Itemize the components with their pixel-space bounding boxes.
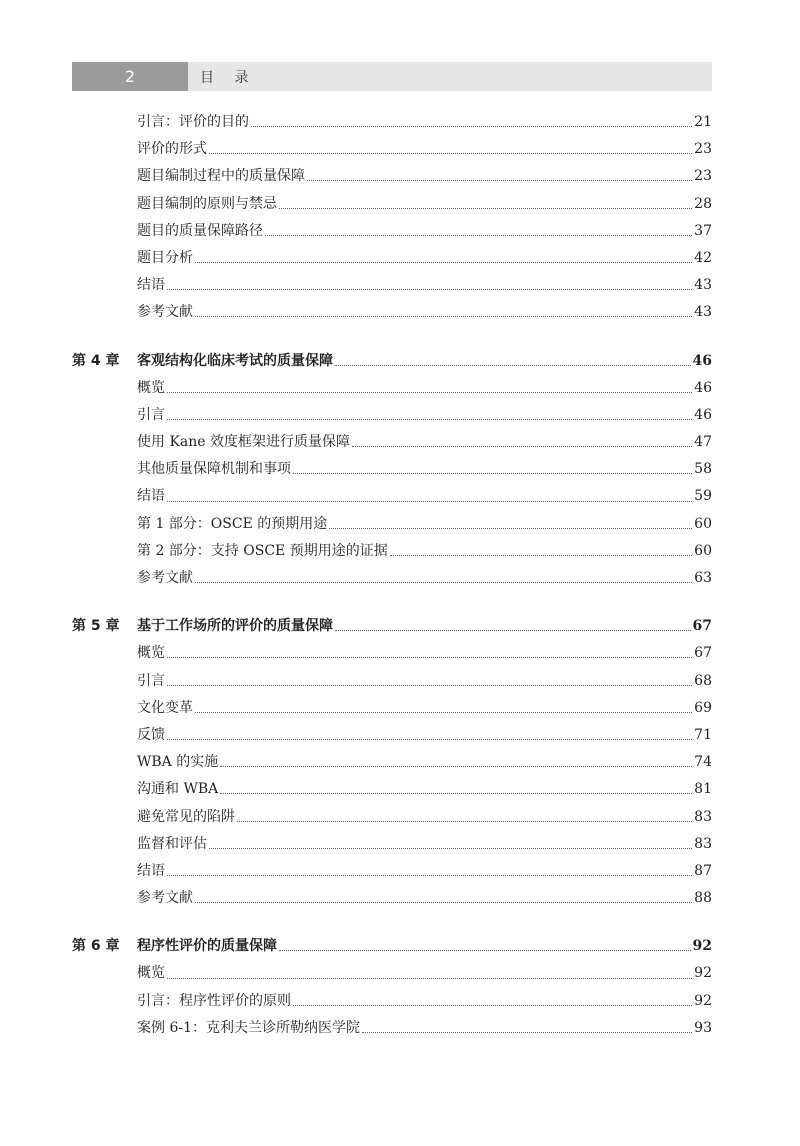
dot-leader: [167, 739, 692, 740]
toc-entry-row[interactable]: [72, 640, 712, 667]
toc-entry-row[interactable]: [72, 565, 712, 592]
entry-page: 58: [694, 461, 712, 478]
dot-leader: [195, 316, 692, 317]
entry-title: WBA 的实施: [137, 754, 219, 771]
toc-entry-row[interactable]: [72, 109, 712, 136]
entry-title: 使用 Kane 效度框架进行质量保障: [137, 434, 351, 451]
toc-entry-row[interactable]: [72, 776, 712, 803]
entry-page: 28: [694, 195, 712, 212]
dot-leader: [195, 902, 692, 903]
dot-leader: [167, 685, 692, 686]
entry-page: 43: [694, 304, 712, 321]
chapter-page: 46: [692, 352, 712, 369]
running-header: [72, 62, 712, 91]
chapter-page: 92: [692, 938, 712, 955]
header-title: 目 录: [200, 69, 257, 86]
entry-page: 87: [694, 862, 712, 879]
entry-title: 题目分析: [137, 249, 193, 266]
dot-leader: [329, 528, 692, 529]
entry-page: 46: [694, 379, 712, 396]
entry-page: 81: [694, 781, 712, 798]
entry-title: 引言: [137, 672, 165, 689]
entry-page: 93: [694, 1019, 712, 1036]
entry-title: 反馈: [137, 726, 165, 743]
toc-entry-row[interactable]: [72, 885, 712, 912]
entry-page: 60: [694, 515, 712, 532]
entry-page: 68: [694, 672, 712, 689]
dot-leader: [293, 473, 692, 474]
entry-title: 避免常见的陷阱: [137, 808, 235, 825]
toc-entry-row[interactable]: [72, 988, 712, 1015]
toc-entry-row[interactable]: [72, 483, 712, 510]
dot-leader: [195, 262, 692, 263]
dot-leader: [167, 392, 692, 393]
toc-entry-row[interactable]: [72, 136, 712, 163]
chapter-title: 基于工作场所的评价的质量保障: [137, 618, 333, 635]
entry-title: 概览: [137, 379, 165, 396]
entry-title: 其他质量保障机制和事项: [137, 461, 291, 478]
dot-leader: [167, 289, 692, 290]
dot-leader: [352, 446, 692, 447]
entry-page: 63: [694, 570, 712, 586]
entry-title: 概览: [137, 645, 165, 662]
dot-leader: [167, 657, 692, 658]
entry-title: 引言: [137, 406, 165, 423]
dot-leader: [209, 848, 692, 849]
dot-leader: [167, 419, 692, 420]
entry-page: 92: [694, 992, 712, 1009]
dot-leader: [195, 712, 692, 713]
chapter-title: 客观结构化临床考试的质量保障: [137, 352, 333, 369]
dot-leader: [390, 555, 692, 556]
entry-page: 37: [694, 222, 712, 239]
dot-leader: [220, 793, 692, 794]
entry-page: 67: [694, 645, 712, 662]
toc-chapter-row[interactable]: [72, 348, 712, 375]
entry-title: 监督和评估: [137, 835, 207, 852]
toc-entry-row[interactable]: [72, 960, 712, 987]
toc-entry-row[interactable]: [72, 218, 712, 245]
dot-leader: [167, 501, 692, 502]
section-gap: [72, 327, 712, 348]
toc-entry-row[interactable]: [72, 429, 712, 456]
toc-entry-row[interactable]: [72, 804, 712, 831]
chapter-number: 第 5 章: [72, 618, 120, 635]
entry-page: 74: [694, 754, 712, 771]
dot-leader: [279, 208, 692, 209]
entry-title: 第 1 部分：OSCE 的预期用途: [137, 515, 328, 532]
entry-title: 结语: [137, 277, 165, 294]
entry-page: 92: [694, 965, 712, 982]
chapter-page: 67: [692, 618, 712, 635]
entry-page: 42: [694, 249, 712, 266]
entry-title: 结语: [137, 488, 165, 505]
entry-title: 结语: [137, 862, 165, 879]
entry-title: 评价的形式: [137, 141, 207, 158]
toc-entry-row[interactable]: [72, 1015, 712, 1042]
entry-title: 引言：评价的目的: [137, 114, 249, 130]
toc-chapter-row[interactable]: [72, 933, 712, 960]
toc-entry-row[interactable]: [72, 538, 712, 565]
entry-title: 第 2 部分：支持 OSCE 预期用途的证据: [137, 542, 388, 559]
entry-page: 83: [694, 835, 712, 852]
toc-entry-row[interactable]: [72, 858, 712, 885]
toc-entry-row[interactable]: [72, 299, 712, 326]
table-of-contents: [72, 109, 712, 1042]
entry-page: 46: [694, 406, 712, 423]
chapter-title: 程序性评价的质量保障: [137, 938, 277, 955]
dot-leader: [335, 630, 691, 631]
toc-entry-row[interactable]: [72, 722, 712, 749]
entry-page: 69: [694, 699, 712, 716]
entry-title: 参考文献: [137, 304, 193, 321]
entry-title: 参考文献: [137, 890, 193, 907]
toc-entry-row[interactable]: [72, 511, 712, 538]
entry-title: 题目的质量保障路径: [137, 222, 263, 239]
toc-entry-row[interactable]: [72, 191, 712, 218]
toc-entry-row[interactable]: [72, 456, 712, 483]
entry-page: 71: [694, 726, 712, 743]
entry-title: 题目编制过程中的质量保障: [137, 168, 305, 185]
entry-title: 概览: [137, 965, 165, 982]
toc-entry-row[interactable]: [72, 272, 712, 299]
entry-title: 沟通和 WBA: [137, 781, 219, 798]
entry-page: 83: [694, 808, 712, 825]
entry-page: 43: [694, 277, 712, 294]
dot-leader: [293, 1005, 692, 1006]
dot-leader: [362, 1032, 692, 1033]
toc-chapter-row[interactable]: [72, 613, 712, 640]
entry-page: 23: [694, 168, 712, 185]
section-gap: [72, 912, 712, 933]
dot-leader: [307, 180, 692, 181]
entry-page: 21: [694, 114, 712, 130]
dot-leader: [167, 875, 692, 876]
toc-entry-row[interactable]: [72, 163, 712, 190]
toc-entry-row[interactable]: [72, 245, 712, 272]
dot-leader: [279, 950, 691, 951]
dot-leader: [195, 582, 692, 583]
entry-page: 47: [694, 434, 712, 451]
dot-leader: [335, 365, 691, 366]
entry-title: 引言：程序性评价的原则: [137, 992, 291, 1009]
section-gap: [72, 592, 712, 613]
entry-title: 案例 6-1：克利夫兰诊所勒纳医学院: [137, 1019, 360, 1036]
toc-entry-row[interactable]: [72, 375, 712, 402]
toc-entry-row[interactable]: [72, 695, 712, 722]
dot-leader: [265, 235, 692, 236]
toc-entry-row[interactable]: [72, 749, 712, 776]
dot-leader: [209, 153, 692, 154]
entry-page: 59: [694, 488, 712, 505]
toc-entry-row[interactable]: [72, 402, 712, 429]
dot-leader: [237, 821, 692, 822]
dot-leader: [251, 126, 692, 127]
entry-page: 23: [694, 141, 712, 158]
toc-entry-row[interactable]: [72, 831, 712, 858]
chapter-number: 第 4 章: [72, 352, 120, 369]
chapter-number: 第 6 章: [72, 938, 120, 955]
entry-title: 参考文献: [137, 570, 193, 586]
entry-page: 60: [694, 542, 712, 559]
entry-title: 题目编制的原则与禁忌: [137, 195, 277, 212]
dot-leader: [220, 766, 692, 767]
entry-title: 文化变革: [137, 699, 193, 716]
toc-entry-row[interactable]: [72, 668, 712, 695]
entry-page: 88: [694, 890, 712, 907]
page-number: 2: [72, 62, 188, 91]
dot-leader: [167, 978, 692, 979]
